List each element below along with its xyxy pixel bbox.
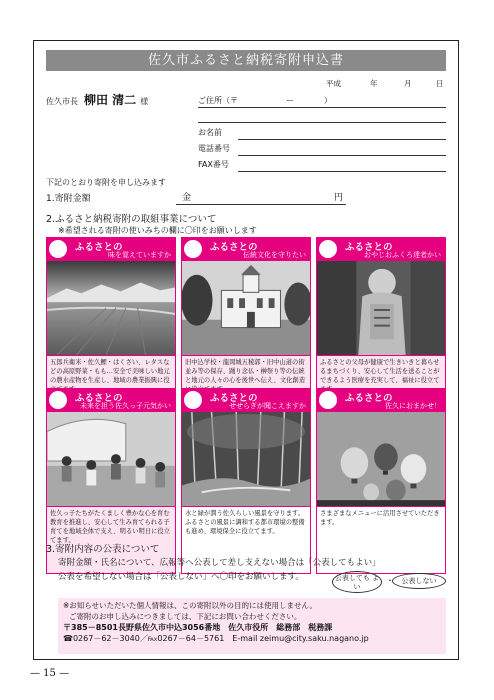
name-label: お名前 <box>198 128 222 137</box>
card-subtitle: せせらぎが聞こえますか <box>229 402 306 410</box>
publish-no-option[interactable]: 公表しない <box>392 573 446 589</box>
notice-address: 〒385－8501長野県佐久市中込3056番地 佐久市役所 総務部 税務課 <box>63 623 333 632</box>
card-header <box>182 238 310 260</box>
card-description: 旧中込学校・龍岡城五稜郭・旧中山道の街並み等の保存、踊り念仏・榊祭り等の伝統と地元の人々の心を後世へ伝え、文化創造 <box>182 356 310 422</box>
card-subtitle: 伝統文化を守りたい <box>243 251 306 259</box>
card-subtitle: 佐久におまかせ！ <box>385 402 441 410</box>
date-era: 平成 <box>326 79 341 88</box>
fax-line <box>238 171 446 172</box>
phone-label: 電話番号 <box>198 144 230 153</box>
card-header <box>47 238 175 260</box>
notice-privacy: ※お知らせいただいた個人情報は、この寄附以外の目的には使用しません。 <box>63 601 318 610</box>
running-children-photo <box>47 411 175 507</box>
stone-statue-photo <box>317 260 445 356</box>
selection-circle[interactable] <box>319 391 337 409</box>
card-title: ふるさとの <box>345 393 393 404</box>
notice-inquiry: ご寄附のお申し込みにつきましては、下記にお問い合わせください。 <box>69 611 302 621</box>
page-number: — 15 — <box>30 668 70 679</box>
addressee-name: 柳田 清二 <box>84 93 137 107</box>
notice-contact: ☎0267－62－3040／℻0267－64－5761 E-mail zeimu@city.saku.nagano.jp <box>63 634 369 644</box>
section-3-line-2: 公表を希望しない場合は「公表しない」へ〇印をお願いします。 <box>58 572 304 582</box>
card-description: さまざまなメニューに活用させていただきます。 <box>317 507 445 573</box>
notice-box <box>58 598 446 654</box>
card-title: ふるさとの <box>75 242 123 253</box>
card-subtitle: 未来を担う佐久っ子元気かい <box>80 402 171 410</box>
addressee-suffix: 様 <box>140 97 149 106</box>
address-field[interactable] <box>198 94 446 108</box>
card-header <box>47 389 175 411</box>
rice-field-photo <box>47 260 175 356</box>
address-dash: ー <box>286 96 294 105</box>
project-card-any <box>316 388 446 574</box>
project-card-nature <box>181 388 311 574</box>
selection-circle[interactable] <box>319 240 337 258</box>
date-row <box>326 78 446 89</box>
address-line-2[interactable] <box>198 122 446 123</box>
publish-ok-option[interactable]: 公表しても よい <box>332 571 382 593</box>
addressee-prefix: 佐久市長 <box>46 97 78 106</box>
card-header <box>317 238 445 260</box>
card-description: ふるさとの父母が健康で生きいきと暮らせるまちづくり、安心して生活を送ることができるよう医療を充実して、福祉に役立て <box>317 356 445 422</box>
section-3-line-1: 寄附金額・氏名について、広報等へ公表して差し支えない場合は「公表してもよい」 <box>58 558 381 568</box>
amount-yen: 円 <box>334 193 344 203</box>
selection-circle[interactable] <box>49 391 67 409</box>
phone-field[interactable] <box>198 142 446 156</box>
card-description: 水と緑が潤う佐久らしい風景を守ります。ふるさとの風景に調和する都市環境の整備も進め、環境保全に役立てます。 <box>182 507 310 573</box>
form-title: 佐久市ふるさと納税寄附申込書 <box>46 50 446 71</box>
address-label: ご住所（〒 <box>198 96 238 105</box>
selection-circle[interactable] <box>184 240 202 258</box>
fax-label: FAX番号 <box>198 160 229 169</box>
card-subtitle: 味を覚えていますか <box>108 251 171 259</box>
card-title: ふるさとの <box>210 242 258 253</box>
amount-field[interactable] <box>46 191 346 205</box>
card-description: 五郎兵衛米・佐久鯉・はくさい、レタスなどの高原野菜・もも…安全で美味しい地元の農水産物を生産し、地域の農業振興に役 <box>47 356 175 422</box>
hot-air-balloons-photo <box>317 411 445 507</box>
address-paren: ） <box>324 96 332 105</box>
address-line <box>198 107 446 108</box>
option-separator: ・ <box>386 576 394 585</box>
phone-line <box>238 155 446 156</box>
section-3-title: 3.寄附内容の公表について <box>46 544 160 555</box>
section-2-title: 2.ふるさと納税寄附の取組事業について <box>46 214 217 225</box>
selection-circle[interactable] <box>184 391 202 409</box>
name-field[interactable] <box>198 126 446 140</box>
amount-label: 1.寄附金額 <box>46 194 91 204</box>
stream-forest-photo <box>182 411 310 507</box>
card-title: ふるさとの <box>345 242 393 253</box>
card-header <box>317 389 445 411</box>
selection-circle[interactable] <box>49 240 67 258</box>
card-title: ふるさとの <box>210 393 258 404</box>
section-2-note: ※希望される寄附の使いみちの欄に〇印をお願いします <box>58 226 257 235</box>
intro-text: 下記のとおり寄附を申し込みます <box>46 178 166 187</box>
card-description: 佐久っ子たちがたくましく豊かな心を育む教育を推進し、安心して生み育てられる子育てを地域全体で支え、明るい明日に役立てます。 <box>47 507 175 573</box>
amount-kin: 金 <box>182 193 192 203</box>
date-day: 日 <box>436 79 444 88</box>
card-subtitle: おやじおふくろ達者かい <box>364 251 441 259</box>
date-month: 月 <box>404 79 412 88</box>
amount-line <box>176 204 346 205</box>
addressee <box>46 91 148 108</box>
name-line <box>238 139 446 140</box>
fax-field[interactable] <box>198 158 446 172</box>
card-header <box>182 389 310 411</box>
date-year: 年 <box>370 79 378 88</box>
card-title: ふるさとの <box>75 393 123 404</box>
old-school-building-photo <box>182 260 310 356</box>
